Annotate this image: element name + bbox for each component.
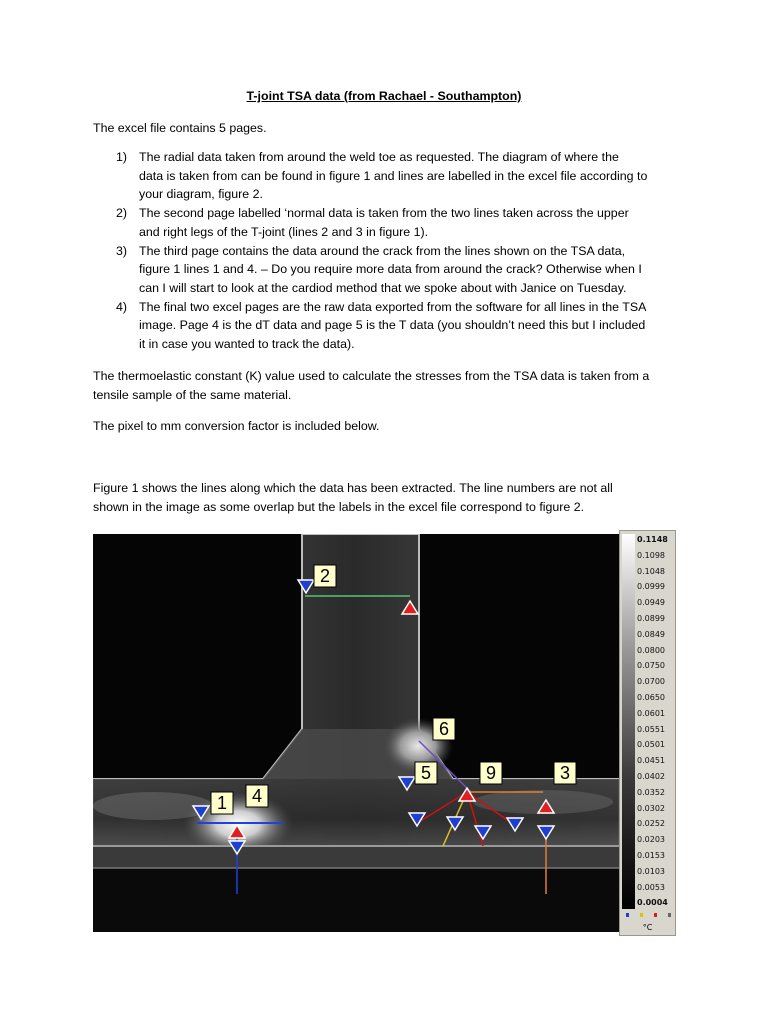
colorbar	[619, 530, 676, 936]
list-item	[93, 148, 688, 204]
legend-swatch	[654, 913, 657, 917]
colorbar-value: 0.0601	[637, 708, 665, 718]
pixel-conversion-paragraph: The pixel to mm conversion factor is included below.	[93, 419, 380, 433]
intro-paragraph: The excel file contains 5 pages.	[93, 121, 267, 135]
colorbar-value: 0.0153	[637, 850, 665, 860]
colorbar-value: 0.0501	[637, 740, 665, 750]
list-line: The radial data taken from around the weld toe as requested. The diagram of where the	[139, 150, 619, 164]
colorbar-value: 0.0302	[637, 803, 665, 813]
tsa-image-svg	[93, 534, 619, 932]
list-line: your diagram, figure 2.	[139, 187, 263, 202]
line-label-2: 2	[319, 566, 331, 586]
colorbar-value: 0.0999	[637, 582, 665, 592]
list-line: The final two excel pages are the raw data exported from the software for all lines in the TSA	[139, 299, 647, 314]
colorbar-legend	[622, 911, 674, 921]
list-line: figure 1 lines 1 and 4. – Do you require more data from around the crack? Otherwise when I	[139, 262, 642, 277]
colorbar-value: 0.0103	[637, 866, 665, 876]
thermoelastic-constant-paragraph	[93, 367, 688, 404]
colorbar-value: 0.1048	[637, 566, 665, 576]
lower-background	[93, 868, 619, 932]
colorbar-value: 0.0899	[637, 613, 665, 623]
figure-caption-paragraph	[93, 479, 688, 516]
lower-plate	[93, 846, 619, 868]
colorbar-gradient	[622, 534, 635, 909]
list-line: The third page contains the data around the crack from the lines shown on the TSA data,	[139, 243, 626, 258]
numbered-list	[93, 148, 688, 354]
list-number: 2)	[116, 206, 128, 221]
line-label-4: 4	[251, 786, 263, 806]
legend-swatch	[626, 913, 629, 917]
colorbar-value: 0.0650	[637, 692, 665, 702]
colorbar-value: 0.0849	[637, 629, 665, 639]
list-number: 4)	[116, 299, 128, 314]
tsa-image	[93, 534, 619, 932]
colorbar-values	[637, 532, 675, 911]
paragraph-line: shown in the image as some overlap but the labels in the excel file correspond to figure 2.	[93, 499, 585, 514]
line-label-3: 3	[559, 763, 571, 783]
colorbar-value: 0.0352	[637, 787, 665, 797]
colorbar-value: 0.0252	[637, 819, 665, 829]
line-label-5: 5	[420, 763, 432, 783]
list-item	[93, 298, 688, 354]
colorbar-value: 0.0004	[637, 898, 668, 908]
list-line: image. Page 4 is the dT data and page 5 is the T data (you shouldn’t need this but I included	[139, 318, 646, 333]
colorbar-value: 0.1148	[637, 535, 668, 544]
list-line: and right legs of the T-joint (lines 2 and 3 in figure 1).	[139, 224, 429, 239]
colorbar-value: 0.0800	[637, 645, 665, 655]
list-item	[93, 242, 688, 298]
colorbar-value: 0.0700	[637, 677, 665, 687]
line-label-9: 9	[485, 763, 497, 783]
colorbar-value: 0.0451	[637, 756, 665, 766]
paragraph-line: tensile sample of the same material.	[93, 387, 292, 402]
colorbar-value: 0.0402	[637, 771, 665, 781]
colorbar-value: 0.1098	[637, 550, 665, 560]
legend-swatch	[640, 913, 643, 917]
document-title: T-joint TSA data (from Rachael - Southampton)	[246, 89, 522, 103]
list-line: it in case you wanted to track the data).	[139, 337, 355, 352]
paragraph-line: The thermoelastic constant (K) value used to calculate the stresses from the TSA data is taken from a	[93, 369, 650, 383]
list-line: The second page labelled ‘normal data is taken from the two lines taken across the upper	[139, 206, 629, 221]
list-line: data is taken from can be found in figure 1 and lines are labelled in the excel file according to	[139, 168, 648, 183]
list-item	[93, 204, 688, 241]
line-label-6: 6	[438, 719, 450, 739]
colorbar-unit: °C	[642, 923, 653, 932]
colorbar-value: 0.0551	[637, 724, 665, 734]
line-label-1: 1	[216, 793, 228, 813]
colorbar-value: 0.0949	[637, 598, 665, 608]
list-number: 3)	[116, 243, 128, 258]
colorbar-value: 0.0750	[637, 661, 665, 671]
list-number: 1)	[116, 150, 128, 164]
legend-swatch	[668, 913, 671, 917]
paragraph-line: Figure 1 shows the lines along which the data has been extracted. The line numbers are not all	[93, 481, 613, 495]
colorbar-value: 0.0053	[637, 882, 665, 892]
colorbar-value: 0.0203	[637, 835, 665, 845]
list-line: can I will start to look at the cardiod method that we spoke about with Janice on Tuesday.	[139, 280, 627, 295]
